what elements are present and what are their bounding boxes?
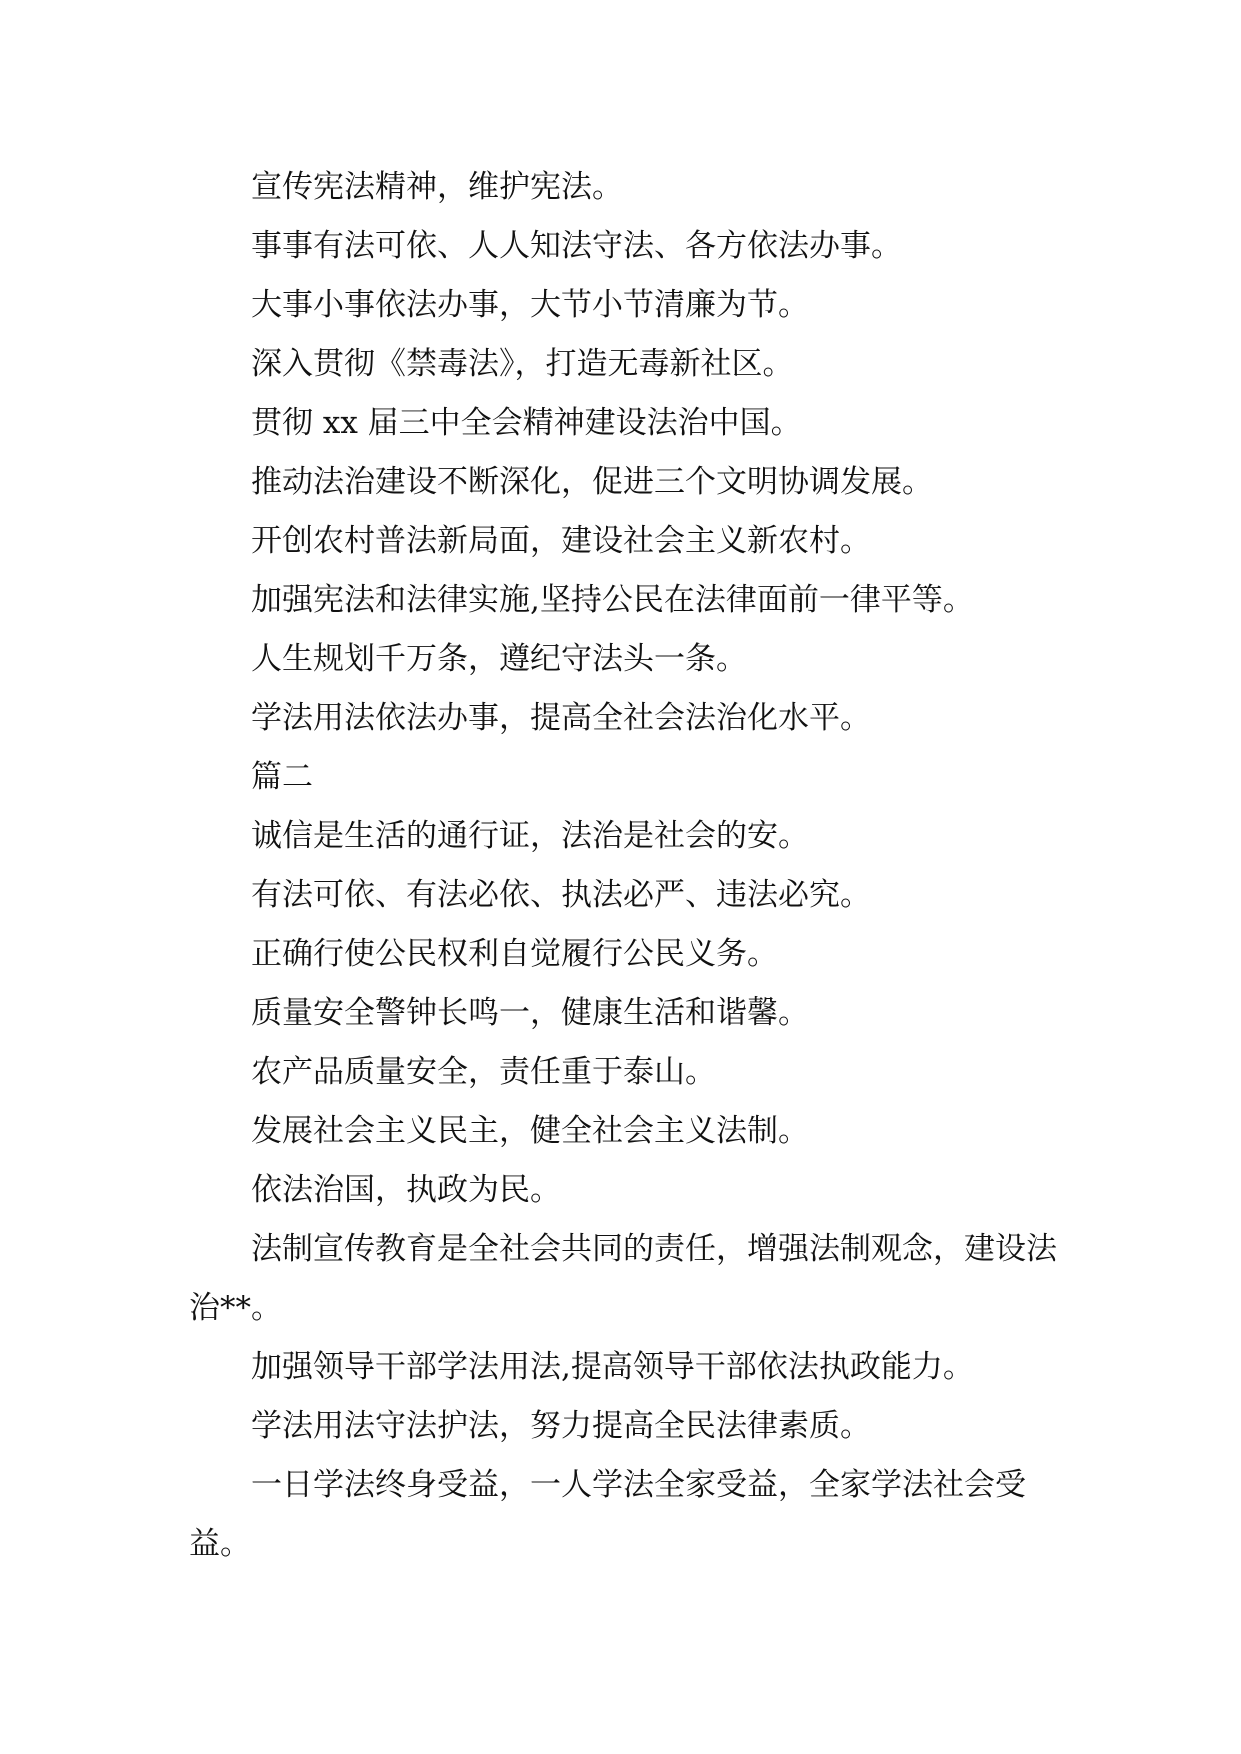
paragraph: 有法可依、有法必依、执法必严、违法必究。 [251,877,871,913]
paragraph: 推动法治建设不断深化，促进三个文明协调发展。 [251,464,933,500]
paragraph: 学法用法守法护法，努力提高全民法律素质。 [251,1408,871,1444]
paragraph: 正确行使公民权利自觉履行公民义务。 [251,936,778,972]
paragraph: 事事有法可依、人人知法守法、各方依法办事。 [251,228,902,264]
paragraph: 依法治国，执政为民。 [251,1172,561,1208]
paragraph: 学法用法依法办事，提高全社会法治化水平。 [251,700,871,736]
paragraph: 人生规划千万条，遵纪守法头一条。 [251,641,747,677]
paragraph: 开创农村普法新局面，建设社会主义新农村。 [251,523,871,559]
paragraph: 质量安全警钟长鸣一，健康生活和谐馨。 [251,995,809,1031]
paragraph: 发展社会主义民主，健全社会主义法制。 [251,1113,809,1149]
paragraph: 大事小事依法办事，大节小节清廉为节。 [251,287,809,323]
paragraph: 深入贯彻《禁毒法》，打造无毒新社区。 [251,346,794,382]
section-heading: 篇二 [251,759,313,795]
paragraph: 农产品质量安全，责任重于泰山。 [251,1054,716,1090]
document-body [189,158,1059,1574]
paragraph: 贯彻 xx 届三中全会精神建设法治中国。 [251,405,802,441]
paragraph: 加强领导干部学法用法,提高领导干部依法执政能力。 [251,1349,974,1385]
paragraph: 宣传宪法精神，维护宪法。 [251,169,623,205]
paragraph: 诚信是生活的通行证，法治是社会的安。 [251,818,809,854]
paragraph: 一日学法终身受益，一人学法全家受益，全家学法社会受益。 [189,1467,1026,1562]
paragraph: 加强宪法和法律实施,坚持公民在法律面前一律平等。 [251,582,974,618]
paragraph: 法制宣传教育是全社会共同的责任，增强法制观念，建设法治**。 [189,1231,1057,1326]
